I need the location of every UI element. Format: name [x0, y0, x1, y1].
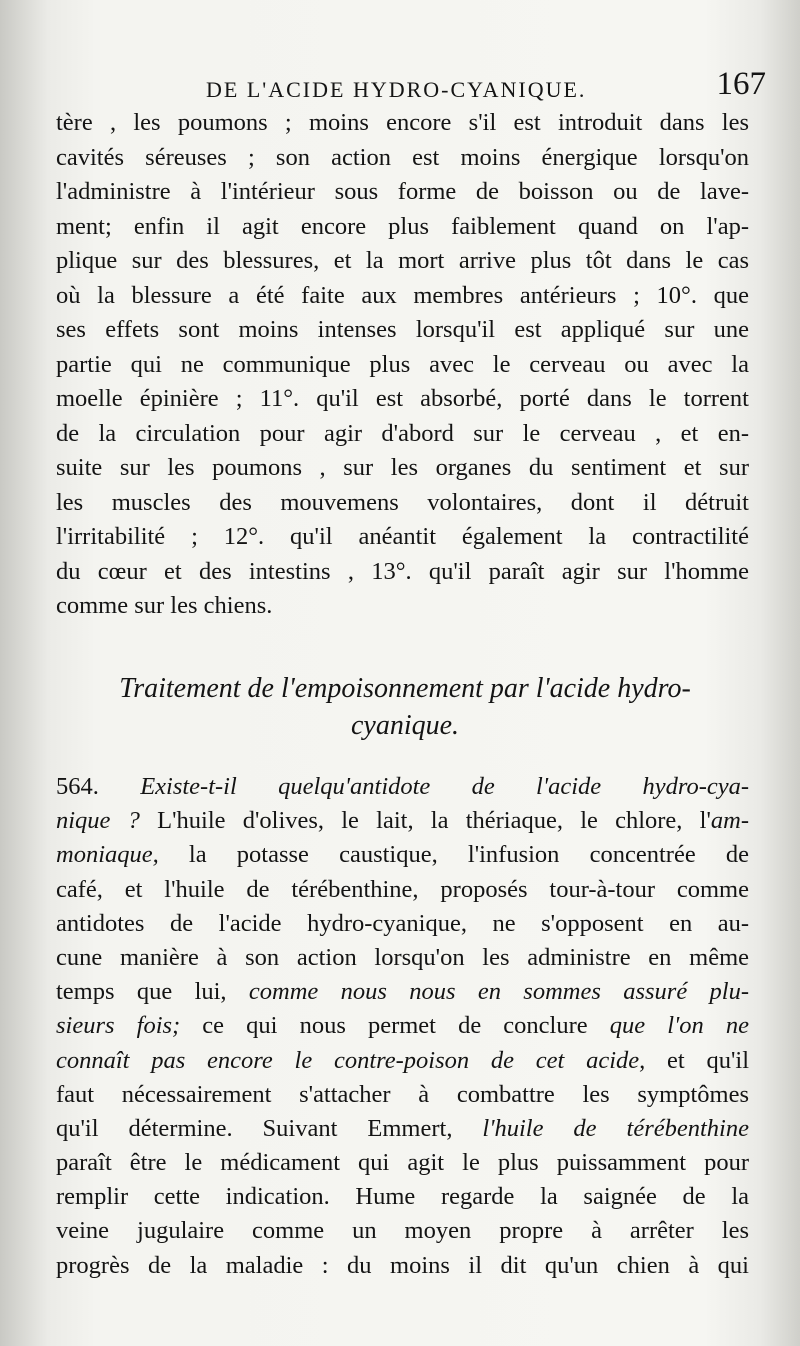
body-text: ce qui nous permet de conclure [180, 1012, 610, 1040]
text-line: ment; enfin il agit encore plus faiblement quand on l'ap- [56, 212, 749, 240]
text-line: progrès de la maladie : du moins il dit qu'un chien à qui [56, 1251, 749, 1279]
text-line: ses effets sont moins intenses lorsqu'il est appliqué sur une [56, 316, 749, 343]
text-line: café, et l'huile de térébenthine, proposés tour-à-tour comme [56, 875, 749, 903]
text-line [56, 770, 749, 804]
emphasis-text: sieurs fois; [56, 1012, 181, 1040]
text-line: plique sur des blessures, et la mort arrive plus tôt dans le cas [56, 247, 749, 274]
section-heading-line: Traitement de l'empoisonnement par l'acide hydro- [119, 673, 691, 704]
text-line: de la circulation pour agir d'abord sur le cerveau , et en- [56, 419, 749, 447]
emphasis-text: l'huile de térébenthine [482, 1114, 749, 1142]
text-line: cune manière à son action lorsqu'on les administre en même [56, 943, 749, 971]
running-head [54, 66, 766, 110]
text-line: comme sur les chiens. [56, 592, 273, 619]
text-line [56, 804, 749, 838]
emphasis-text: am- [710, 807, 749, 835]
text-line: l'irritabilité ; 12°. qu'il anéantit également la contractilité [56, 523, 749, 550]
body-text: L'huile d'olives, le lait, la thériaque, le chlore, l' [139, 807, 711, 835]
body-text: et qu'il [645, 1046, 749, 1074]
text-line: remplir cette indication. Hume regarde la saignée de la [56, 1183, 749, 1211]
emphasis-text: comme nous nous en sommes assuré plu- [248, 978, 749, 1006]
text-line: moelle épinière ; 11°. qu'il est absorbé, porté dans le torrent [56, 385, 749, 412]
text-line [56, 1009, 749, 1043]
text-line [56, 1112, 749, 1146]
text-line: suite sur les poumons , sur les organes du sentiment et sur [56, 454, 749, 481]
text-line: partie qui ne communique plus avec le cerveau ou avec la [56, 350, 749, 378]
paragraph-number: 564. [56, 773, 99, 800]
text-line [56, 975, 749, 1009]
question-text: nique ? [56, 807, 140, 835]
emphasis-text: que l'on ne [609, 1012, 750, 1040]
paragraph-564 [56, 770, 749, 1283]
text-line: cavités séreuses ; son action est moins énergique lorsqu'on [56, 143, 749, 171]
text-line [56, 1044, 749, 1078]
text-line: veine jugulaire comme un moyen propre à arrêter les [56, 1217, 749, 1245]
text-line [56, 838, 749, 872]
body-text: qu'il détermine. Suivant Emmert, [56, 1114, 483, 1142]
body-text: temps que lui, [56, 978, 249, 1006]
emphasis-text: connaît pas encore le contre-poison de cet acide, [56, 1046, 646, 1074]
section-heading-line: cyanique. [350, 710, 460, 741]
text-line: antidotes de l'acide hydro-cyanique, ne s'opposent en au- [56, 909, 749, 937]
section-heading [70, 670, 740, 744]
text-line: les muscles des mouvemens volontaires, dont il détruit [56, 488, 749, 516]
running-title: DE L'ACIDE HYDRO-CYANIQUE. [206, 77, 587, 102]
text-line: du cœur et des intestins , 13°. qu'il paraît agir sur l'homme [56, 557, 749, 585]
text-line: paraît être le médicament qui agit le plus puissamment pour [56, 1149, 749, 1177]
text-line: l'administre à l'intérieur sous forme de boisson ou de lave- [56, 178, 749, 205]
text-line: où la blessure a été faite aux membres antérieurs ; 10°. que [56, 281, 749, 309]
page-number: 167 [716, 66, 766, 102]
body-text: la potasse caustique, l'infusion concentrée de [158, 841, 749, 869]
text-line: faut nécessairement s'attacher à combattre les symptômes [56, 1080, 749, 1108]
paragraph-continued [56, 106, 749, 624]
question-text: Existe-t-il quelqu'antidote de l'acide hydro-cya- [140, 773, 750, 800]
text-line: tère , les poumons ; moins encore s'il est introduit dans les [56, 109, 749, 136]
emphasis-text: moniaque, [56, 841, 159, 869]
